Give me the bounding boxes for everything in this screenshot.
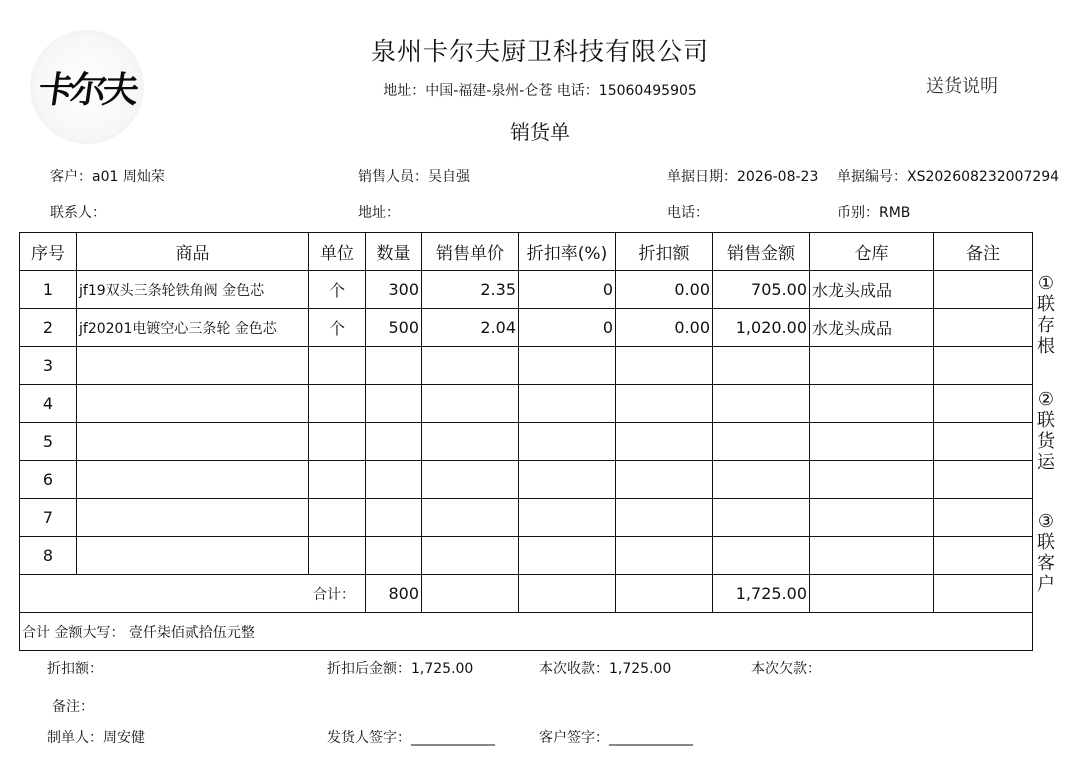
cell-unit xyxy=(309,537,366,575)
cell-quantity xyxy=(366,385,422,423)
cell-discount-rate xyxy=(519,461,616,499)
cell-discount-rate: 0 xyxy=(519,271,616,309)
company-name: 泉州卡尔夫厨卫科技有限公司 xyxy=(370,37,709,66)
table-row xyxy=(20,423,1033,461)
copy-label-char: 运 xyxy=(1037,452,1055,473)
document-maker: 制单人：周安健 xyxy=(47,730,145,746)
cell-discount-amount xyxy=(616,423,713,461)
copy-label-char: 货 xyxy=(1037,431,1055,452)
cell-remark xyxy=(934,537,1033,575)
cell-unit xyxy=(309,347,366,385)
cell-remark xyxy=(934,461,1033,499)
cell-sales-amount xyxy=(713,537,810,575)
header-quantity: 数量 xyxy=(366,233,422,271)
cell-quantity: 500 xyxy=(366,309,422,347)
table-row xyxy=(20,537,1033,575)
total-discount-rate xyxy=(519,575,616,613)
copy-label-shipping xyxy=(1036,389,1056,473)
cell-unit-price xyxy=(422,347,519,385)
total-sales-amount: 1,725.00 xyxy=(713,575,810,613)
cell-unit-price xyxy=(422,385,519,423)
cell-unit-price xyxy=(422,423,519,461)
cell-discount-rate xyxy=(519,499,616,537)
cell-unit xyxy=(309,385,366,423)
cell-unit xyxy=(309,423,366,461)
header-warehouse: 仓库 xyxy=(810,233,934,271)
copy-label-char: 联 xyxy=(1037,532,1055,553)
cell-quantity xyxy=(366,423,422,461)
cell-warehouse: 水龙头成品 xyxy=(810,309,934,347)
copy-number: ③ xyxy=(1037,511,1055,532)
copy-label-char: 存 xyxy=(1037,315,1055,336)
cell-seq: 6 xyxy=(20,461,77,499)
table-row xyxy=(20,499,1033,537)
discount-field: 折扣额： xyxy=(47,661,103,677)
cell-remark xyxy=(934,423,1033,461)
cell-remark xyxy=(934,385,1033,423)
copy-label-customer xyxy=(1036,511,1056,595)
cell-quantity: 300 xyxy=(366,271,422,309)
table-row xyxy=(20,347,1033,385)
header-remark: 备注 xyxy=(934,233,1033,271)
shipper-signature: 发货人签字：____________ xyxy=(327,730,495,746)
cell-sales-amount xyxy=(713,385,810,423)
currency-field: 币别：RMB xyxy=(837,205,911,221)
cell-sales-amount: 1,020.00 xyxy=(713,309,810,347)
cell-warehouse xyxy=(810,499,934,537)
cell-quantity xyxy=(366,461,422,499)
cell-product xyxy=(77,423,309,461)
cell-warehouse: 水龙头成品 xyxy=(810,271,934,309)
cell-seq: 2 xyxy=(20,309,77,347)
table-row xyxy=(20,271,1033,309)
cell-warehouse xyxy=(810,423,934,461)
cell-seq: 3 xyxy=(20,347,77,385)
cell-quantity xyxy=(366,537,422,575)
document-title: 销货单 xyxy=(510,120,570,144)
cell-discount-rate xyxy=(519,347,616,385)
cell-product xyxy=(77,347,309,385)
document-date-field: 单据日期：2026-08-23 xyxy=(667,169,819,185)
header-discount-amount: 折扣额 xyxy=(616,233,713,271)
copy-label-char: 根 xyxy=(1037,336,1055,357)
customer-signature: 客户签字：____________ xyxy=(539,730,693,746)
cell-warehouse xyxy=(810,347,934,385)
cell-product xyxy=(77,461,309,499)
cell-discount-rate xyxy=(519,423,616,461)
cell-unit-price xyxy=(422,461,519,499)
cell-discount-rate xyxy=(519,537,616,575)
customer-field: 客户：a01 周灿荣 xyxy=(50,169,165,185)
cell-discount-amount: 0.00 xyxy=(616,271,713,309)
cell-product xyxy=(77,499,309,537)
cell-discount-rate: 0 xyxy=(519,309,616,347)
cell-unit: 个 xyxy=(309,309,366,347)
copy-label-char: 联 xyxy=(1037,294,1055,315)
total-row xyxy=(20,575,1033,613)
cell-sales-amount xyxy=(713,499,810,537)
header-unit: 单位 xyxy=(309,233,366,271)
cell-warehouse xyxy=(810,385,934,423)
remark-field: 备注： xyxy=(52,699,94,715)
total-unit-price xyxy=(422,575,519,613)
cell-discount-amount xyxy=(616,461,713,499)
copy-number: ② xyxy=(1037,389,1055,410)
cell-unit-price xyxy=(422,499,519,537)
company-address: 地址：中国-福建-泉州-仑苍 电话：15060495905 xyxy=(383,83,697,99)
cell-product xyxy=(77,385,309,423)
cell-unit: 个 xyxy=(309,271,366,309)
table-row xyxy=(20,309,1033,347)
cell-remark xyxy=(934,347,1033,385)
phone-field: 电话： xyxy=(667,205,709,221)
cell-discount-amount xyxy=(616,385,713,423)
logo-text: 卡尔夫 xyxy=(35,68,138,111)
amount-in-words: 合计 金额大写： 壹仟柒佰贰拾伍元整 xyxy=(20,613,1033,651)
sales-items-table xyxy=(19,232,1033,651)
total-quantity: 800 xyxy=(366,575,422,613)
cell-seq: 8 xyxy=(20,537,77,575)
header-sales-amount: 销售金额 xyxy=(713,233,810,271)
header-product: 商品 xyxy=(77,233,309,271)
cell-discount-amount xyxy=(616,537,713,575)
total-warehouse xyxy=(810,575,934,613)
copy-number: ① xyxy=(1037,273,1055,294)
cell-remark xyxy=(934,499,1033,537)
cell-unit-price: 2.35 xyxy=(422,271,519,309)
cell-remark xyxy=(934,309,1033,347)
salesperson-field: 销售人员：吴自强 xyxy=(358,169,470,185)
cell-seq: 7 xyxy=(20,499,77,537)
copy-label-char: 客 xyxy=(1037,553,1055,574)
table-row xyxy=(20,461,1033,499)
header-unit-price: 销售单价 xyxy=(422,233,519,271)
cell-seq: 1 xyxy=(20,271,77,309)
cell-remark xyxy=(934,271,1033,309)
cell-unit-price: 2.04 xyxy=(422,309,519,347)
copy-label-char: 户 xyxy=(1037,574,1055,595)
cell-sales-amount: 705.00 xyxy=(713,271,810,309)
cell-warehouse xyxy=(810,537,934,575)
table-header-row xyxy=(20,233,1033,271)
cell-discount-rate xyxy=(519,385,616,423)
cell-unit-price xyxy=(422,537,519,575)
contact-field: 联系人： xyxy=(50,205,106,221)
cell-unit xyxy=(309,461,366,499)
copy-label-stub xyxy=(1036,273,1056,357)
header-seq: 序号 xyxy=(20,233,77,271)
cell-quantity xyxy=(366,347,422,385)
cell-discount-amount xyxy=(616,347,713,385)
cell-unit xyxy=(309,499,366,537)
cell-sales-amount xyxy=(713,423,810,461)
table-row xyxy=(20,385,1033,423)
cell-discount-amount: 0.00 xyxy=(616,309,713,347)
amount-in-words-row xyxy=(20,613,1033,651)
cell-product xyxy=(77,537,309,575)
address-field: 地址： xyxy=(358,205,400,221)
cell-seq: 4 xyxy=(20,385,77,423)
cell-product: jf19双头三条轮铁角阀 金色芯 xyxy=(77,271,309,309)
cell-discount-amount xyxy=(616,499,713,537)
delivery-note-link[interactable]: 送货说明 xyxy=(926,76,998,97)
cell-sales-amount xyxy=(713,347,810,385)
cell-quantity xyxy=(366,499,422,537)
total-remark xyxy=(934,575,1033,613)
owed-amount: 本次欠款： xyxy=(751,661,821,677)
after-discount-amount: 折扣后金额：1,725.00 xyxy=(327,661,474,677)
total-discount-amount xyxy=(616,575,713,613)
cell-sales-amount xyxy=(713,461,810,499)
cell-seq: 5 xyxy=(20,423,77,461)
copy-label-char: 联 xyxy=(1037,410,1055,431)
cell-product: jf20201电镀空心三条轮 金色芯 xyxy=(77,309,309,347)
document-number-field: 单据编号：XS202608232007294 xyxy=(837,169,1060,185)
received-amount: 本次收款：1,725.00 xyxy=(539,661,672,677)
cell-warehouse xyxy=(810,461,934,499)
header-discount-rate: 折扣率(%) xyxy=(519,233,616,271)
total-label: 合计： xyxy=(20,575,366,613)
